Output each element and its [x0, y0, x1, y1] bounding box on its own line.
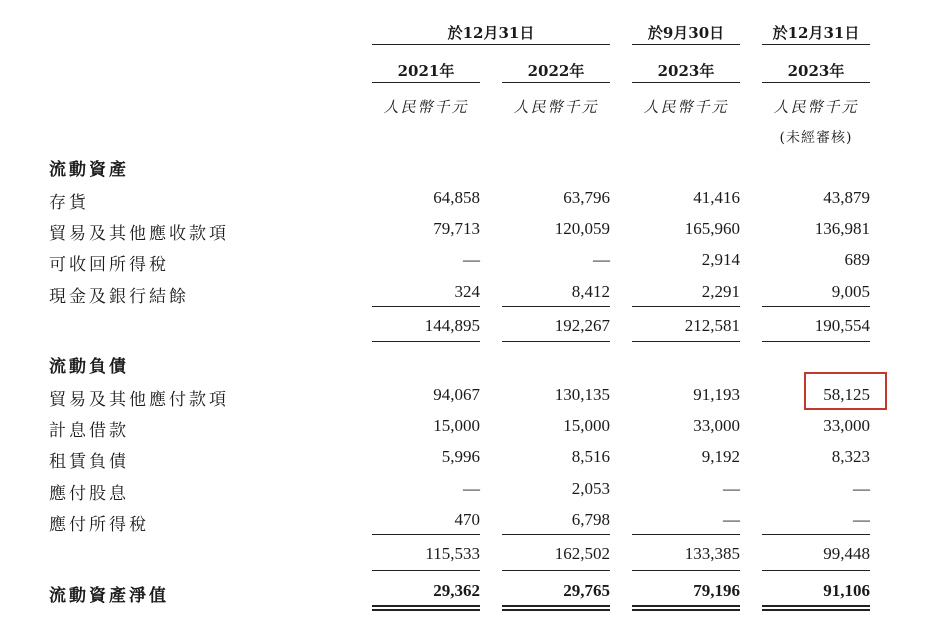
cell-value: 324	[454, 282, 480, 301]
subtotal-value: 212,581	[684, 316, 740, 335]
double-underline	[762, 605, 870, 611]
cell-value: 9,192	[701, 447, 740, 466]
cell-value: —	[463, 250, 480, 269]
subtotal-rule	[502, 570, 610, 571]
subtotal-value: 190,554	[814, 316, 870, 335]
double-underline	[502, 605, 610, 611]
table-row	[0, 444, 927, 470]
subtotal-rule	[632, 306, 740, 307]
row-label: 計息借款	[49, 416, 354, 441]
header-rule	[632, 44, 740, 45]
subtotal-rule	[502, 306, 610, 307]
subtotal-rule	[372, 341, 480, 342]
row-label: 應付股息	[49, 479, 354, 504]
cell-value: 8,412	[571, 282, 610, 301]
double-underline	[372, 605, 480, 611]
section-title-current-assets: 流動資產	[49, 160, 129, 180]
table-row	[0, 185, 927, 211]
row-label: 可收回所得稅	[49, 250, 354, 275]
cell-value: 689	[844, 250, 870, 269]
cell-value: 2,053	[571, 479, 610, 498]
net-value: 79,196	[693, 581, 740, 600]
year-header: 2023年	[657, 62, 715, 80]
cell-value: —	[723, 510, 740, 529]
subtotal-rule	[762, 534, 870, 535]
cell-value: 130,135	[554, 385, 610, 404]
subtotal-value: 99,448	[823, 544, 870, 563]
table-row	[0, 382, 927, 408]
cell-value: —	[853, 510, 870, 529]
row-label: 貿易及其他應收款項	[49, 219, 354, 244]
subtotal-rule	[372, 534, 480, 535]
header-rule	[372, 44, 610, 45]
net-current-assets-row	[0, 578, 927, 604]
subtotal-value: 133,385	[684, 544, 740, 563]
cell-value: 2,914	[701, 250, 740, 269]
table-row	[0, 216, 927, 242]
table-row	[0, 247, 927, 273]
unit-label: 人民幣千元	[513, 98, 599, 116]
cell-value: 2,291	[701, 282, 740, 301]
cell-value: 165,960	[684, 219, 740, 238]
unaudited-note: (未經審核)	[779, 130, 853, 146]
cell-value: 136,981	[814, 219, 870, 238]
table-row	[0, 507, 927, 533]
subtotal-rule	[632, 341, 740, 342]
cell-value: —	[463, 479, 480, 498]
subtotal-row	[0, 541, 927, 567]
year-header: 2021年	[397, 62, 455, 80]
cell-value: 15,000	[563, 416, 610, 435]
subtotal-rule	[762, 341, 870, 342]
year-header: 2023年	[787, 62, 845, 80]
row-label: 貿易及其他應付款項	[49, 385, 354, 410]
cell-value: 9,005	[831, 282, 870, 301]
cell-value: 91,193	[693, 385, 740, 404]
cell-value: 120,059	[554, 219, 610, 238]
year-rule	[762, 82, 870, 83]
cell-value: —	[593, 250, 610, 269]
subtotal-value: 162,502	[554, 544, 610, 563]
section-title-current-liabilities: 流動負債	[49, 357, 129, 377]
net-value: 29,362	[433, 581, 480, 600]
net-value: 29,765	[563, 581, 610, 600]
subtotal-value: 115,533	[425, 544, 480, 563]
unit-label: 人民幣千元	[643, 98, 729, 116]
subtotal-rule	[632, 534, 740, 535]
cell-value: 94,067	[433, 385, 480, 404]
year-header: 2022年	[527, 62, 585, 80]
row-label: 現金及銀行結餘	[49, 282, 354, 307]
row-label: 存貨	[49, 188, 354, 213]
year-rule	[372, 82, 480, 83]
subtotal-rule	[502, 341, 610, 342]
subtotal-rule	[762, 570, 870, 571]
row-label: 流動資產淨值	[49, 581, 354, 606]
subtotal-rule	[762, 306, 870, 307]
subtotal-rule	[372, 570, 480, 571]
subtotal-value: 144,895	[424, 316, 480, 335]
cell-value: 79,713	[433, 219, 480, 238]
cell-value: 58,125	[823, 385, 870, 404]
year-rule	[632, 82, 740, 83]
double-underline	[632, 605, 740, 611]
cell-value: 8,323	[831, 447, 870, 466]
cell-value: 470	[454, 510, 480, 529]
subtotal-row	[0, 313, 927, 339]
cell-value: 5,996	[441, 447, 480, 466]
header-rule	[762, 44, 870, 45]
cell-value: 33,000	[823, 416, 870, 435]
cell-value: —	[723, 479, 740, 498]
net-value: 91,106	[823, 581, 870, 600]
cell-value: 64,858	[433, 188, 480, 207]
cell-value: 63,796	[563, 188, 610, 207]
table-row	[0, 279, 927, 305]
year-rule	[502, 82, 610, 83]
cell-value: 33,000	[693, 416, 740, 435]
cell-value: 41,416	[693, 188, 740, 207]
highlight-box	[804, 372, 887, 410]
subtotal-rule	[502, 534, 610, 535]
period-header-sep30: 於9月30日	[647, 24, 725, 42]
cell-value: —	[853, 479, 870, 498]
cell-value: 15,000	[433, 416, 480, 435]
subtotal-rule	[632, 570, 740, 571]
row-label: 租賃負債	[49, 447, 354, 472]
subtotal-value: 192,267	[554, 316, 610, 335]
period-header-dec31: 於12月31日	[447, 24, 535, 42]
unit-label: 人民幣千元	[773, 98, 859, 116]
unit-label: 人民幣千元	[383, 98, 469, 116]
table-row	[0, 476, 927, 502]
period-header-dec31-2023: 於12月31日	[772, 24, 860, 42]
subtotal-rule	[372, 306, 480, 307]
row-label: 應付所得稅	[49, 510, 354, 535]
cell-value: 8,516	[571, 447, 610, 466]
cell-value: 6,798	[571, 510, 610, 529]
table-row	[0, 413, 927, 439]
cell-value: 43,879	[823, 188, 870, 207]
